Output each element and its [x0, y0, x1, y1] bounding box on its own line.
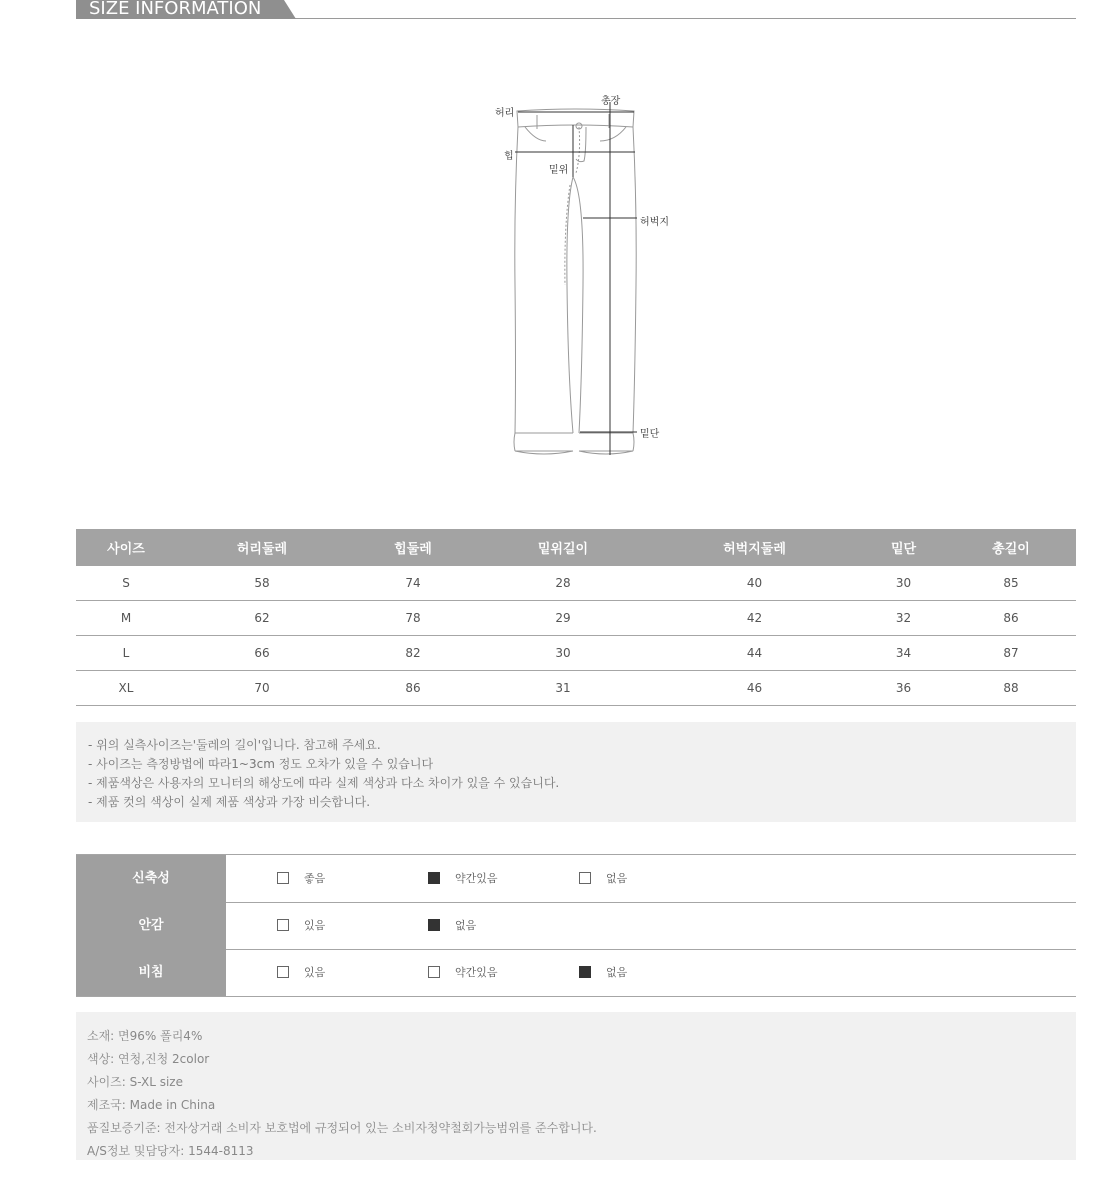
feature-row-sheerness — [76, 949, 1076, 997]
cell-size: L — [76, 636, 176, 671]
header-waist: 허리둘레 — [176, 529, 348, 566]
option-label: 약간있음 — [455, 966, 498, 979]
info-quality-standard: 품질보증기준: 전자상거래 소비자 보호법에 규정되어 있는 소비자청약철회가능범위를 준수합니다. — [87, 1121, 597, 1135]
header-size: 사이즈 — [76, 529, 176, 566]
header-rise: 밑위길이 — [478, 529, 648, 566]
note-line: - 위의 실측사이즈는'둘레의 길이'입니다. 참고해 주세요. — [88, 738, 381, 752]
label-hem: 밑단 — [640, 429, 660, 440]
cell-rise: 29 — [478, 601, 648, 636]
checkbox-icon — [277, 919, 289, 931]
checkbox-icon — [428, 966, 440, 978]
feature-label: 안감 — [76, 902, 226, 949]
label-rise: 밑위 — [549, 165, 569, 176]
cell-thigh: 40 — [648, 566, 861, 601]
option-item — [428, 871, 498, 887]
cell-size: M — [76, 601, 176, 636]
option-item — [428, 965, 498, 981]
size-table — [76, 529, 1076, 706]
checkbox-checked-icon — [579, 966, 591, 978]
pants-measurement-diagram — [480, 85, 700, 465]
cell-hip: 78 — [348, 601, 478, 636]
info-as-contact: A/S정보 및담당자: 1544-8113 — [87, 1144, 254, 1158]
cell-size: XL — [76, 671, 176, 706]
info-size: 사이즈: S-XL size — [87, 1075, 183, 1089]
feature-label: 비침 — [76, 949, 226, 996]
header-thigh: 허벅지둘레 — [648, 529, 861, 566]
table-row — [76, 601, 1076, 636]
cell-rise: 30 — [478, 636, 648, 671]
label-hip: 힙 — [504, 151, 514, 162]
cell-rise: 31 — [478, 671, 648, 706]
option-item — [277, 871, 325, 887]
option-item — [428, 918, 476, 934]
option-label: 있음 — [304, 966, 326, 979]
table-row — [76, 636, 1076, 671]
cell-total-length: 85 — [946, 566, 1076, 601]
cell-hem: 34 — [861, 636, 946, 671]
cell-hem: 32 — [861, 601, 946, 636]
cell-rise: 28 — [478, 566, 648, 601]
checkbox-icon — [277, 966, 289, 978]
checkbox-checked-icon — [428, 872, 440, 884]
header-total-length: 총길이 — [946, 529, 1076, 566]
checkbox-icon — [277, 872, 289, 884]
section-title: SIZE INFORMATION — [89, 0, 262, 19]
cell-hem: 30 — [861, 566, 946, 601]
option-item — [277, 965, 325, 981]
checkbox-icon — [579, 872, 591, 884]
option-label: 없음 — [455, 919, 477, 932]
feature-row-lining — [76, 902, 1076, 950]
header-hip: 힙둘레 — [348, 529, 478, 566]
cell-thigh: 44 — [648, 636, 861, 671]
label-thigh: 허벅지 — [640, 217, 669, 228]
cell-size: S — [76, 566, 176, 601]
pants-illustration — [480, 85, 700, 465]
info-color: 색상: 연청,진청 2color — [87, 1052, 210, 1066]
cell-waist: 70 — [176, 671, 348, 706]
size-table-header-row — [76, 529, 1076, 566]
table-row — [76, 671, 1076, 706]
option-label: 약간있음 — [455, 872, 498, 885]
feature-row-stretch — [76, 855, 1076, 903]
header-hem: 밑단 — [861, 529, 946, 566]
option-label: 있음 — [304, 919, 326, 932]
label-waist: 허리 — [495, 108, 515, 119]
size-notes-panel — [76, 722, 1076, 822]
cell-waist: 66 — [176, 636, 348, 671]
table-row — [76, 566, 1076, 601]
note-line: - 제품색상은 사용자의 모니터의 해상도에 따라 실제 색상과 다소 차이가 있을 수 있습니다. — [88, 776, 560, 790]
product-info-panel — [76, 1012, 1076, 1160]
feature-label: 신축성 — [76, 855, 226, 902]
option-item — [579, 965, 627, 981]
info-material: 소재: 면96% 폴리4% — [87, 1029, 203, 1043]
cell-thigh: 42 — [648, 601, 861, 636]
cell-hem: 36 — [861, 671, 946, 706]
fabric-feature-table — [76, 854, 1076, 998]
note-line: - 사이즈는 측정방법에 따라1~3cm 정도 오차가 있을 수 있습니다 — [88, 757, 434, 771]
option-label: 없음 — [606, 966, 628, 979]
cell-total-length: 87 — [946, 636, 1076, 671]
note-line: - 제품 컷의 색상이 실제 제품 색상과 가장 비슷합니다. — [88, 795, 371, 809]
cell-thigh: 46 — [648, 671, 861, 706]
cell-hip: 74 — [348, 566, 478, 601]
cell-hip: 86 — [348, 671, 478, 706]
cell-waist: 62 — [176, 601, 348, 636]
info-origin: 제조국: Made in China — [87, 1098, 216, 1112]
cell-total-length: 88 — [946, 671, 1076, 706]
label-total-length: 총장 — [601, 96, 621, 107]
cell-waist: 58 — [176, 566, 348, 601]
cell-total-length: 86 — [946, 601, 1076, 636]
option-item — [579, 871, 627, 887]
checkbox-checked-icon — [428, 919, 440, 931]
option-label: 없음 — [606, 872, 628, 885]
cell-hip: 82 — [348, 636, 478, 671]
option-label: 좋음 — [304, 872, 326, 885]
option-item — [277, 918, 325, 934]
